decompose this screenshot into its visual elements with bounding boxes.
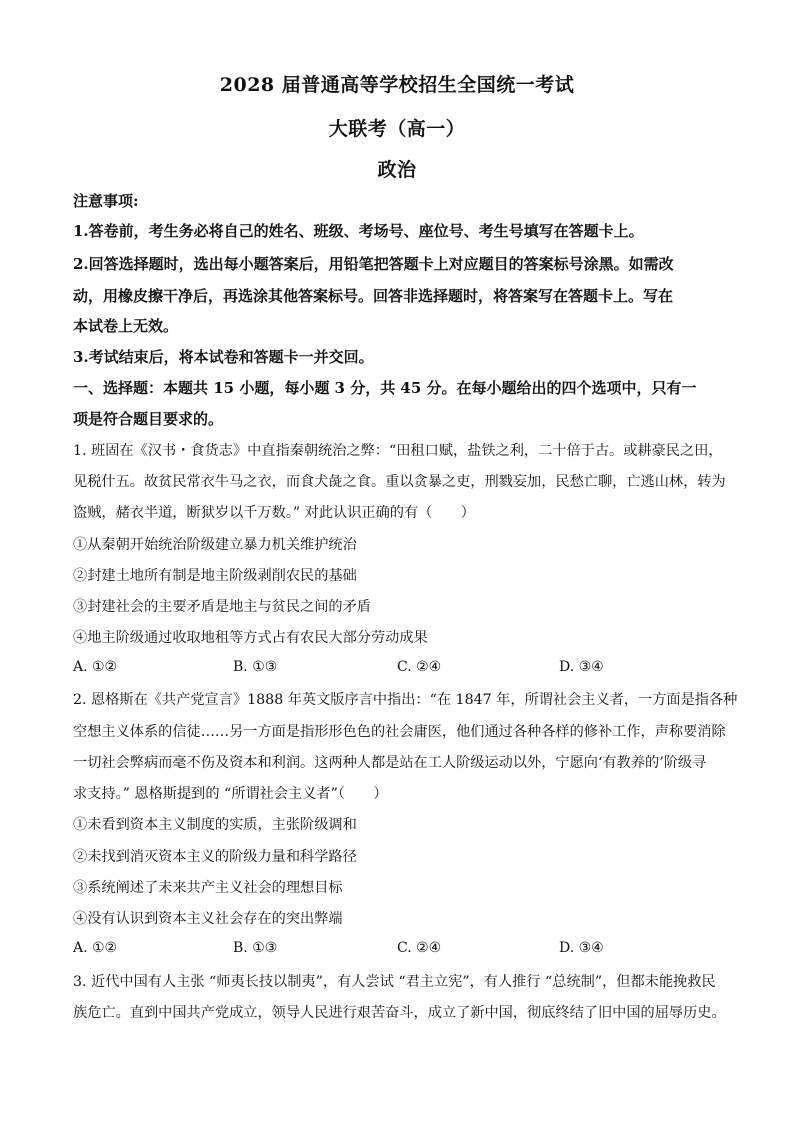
notice-item-3: 3.考试结束后，将本试卷和答题卡一并交回。 (73, 348, 374, 366)
q2-statement-2: ②未找到消灭资本主义的阶级力量和科学路径 (73, 849, 357, 865)
q1-stem-line-3: 盗贼，赭衣半道，断狱岁以千万数。” 对此认识正确的有（ ） (73, 505, 475, 521)
q2-stem-line-4: 求支持。” 恩格斯提到的 “所谓社会主义者”（ ） (73, 786, 388, 802)
exam-title: 2028 届普通高等学校招生全国统一考试 (219, 74, 575, 96)
q2-statement-4: ④没有认识到资本主义社会存在的突出弊端 (73, 911, 343, 927)
q1-statement-2: ②封建土地所有制是地主阶级剥削农民的基础 (73, 568, 357, 584)
q1-stem-line-2: 见税什五。故贫民常衣牛马之衣，而食犬彘之食。重以贪暴之吏，刑戮妄加，民愁亡聊，亡逃山林，转为 (73, 474, 726, 490)
q3-stem-line-2: 族危亡。直到中国共产党成立，领导人民进行艰苦奋斗，成立了新中国，彻底终结了旧中国的屈辱历史。 (73, 1005, 726, 1021)
exam-subject: 政治 (377, 159, 417, 181)
q1-option-b[interactable]: B. ①③ (233, 659, 278, 675)
q1-option-d[interactable]: D. ③④ (559, 659, 604, 675)
q2-statement-3: ③系统阐述了未来共产主义社会的理想目标 (73, 880, 343, 896)
q1-statement-3: ③封建社会的主要矛盾是地主与贫民之间的矛盾 (73, 599, 371, 615)
q1-statement-4: ④地主阶级通过收取地租等方式占有农民大部分劳动成果 (73, 630, 428, 646)
section-heading-line-1: 一、选择题：本题共 15 小题，每小题 3 分，共 45 分。在每小题给出的四个选项中，只有一 (73, 379, 697, 397)
q2-option-d[interactable]: D. ③④ (559, 940, 604, 956)
q2-stem-line-2: 空想主义体系的信徒……另一方面是指形形色色的社会庸医，他们通过各种各样的修补工作，声称要消除 (73, 724, 726, 740)
q2-option-a[interactable]: A. ①② (73, 940, 118, 956)
q1-option-c[interactable]: C. ②④ (397, 659, 442, 675)
q2-statement-1: ①未看到资本主义制度的实质，主张阶级调和 (73, 817, 357, 833)
q1-stem-line-1: 1. 班固在《汉书・食货志》中直指秦朝统治之弊：“田租口赋，盐铁之利，二十倍于古。或耕豪民之田， (73, 443, 723, 459)
q1-statement-1: ①从秦朝开始统治阶级建立暴力机关维护统治 (73, 537, 357, 553)
notice-item-2-line-1: 2.回答选择题时，选出每小题答案后，用铅笔把答题卡上对应题目的答案标号涂黑。如需改 (73, 255, 674, 273)
q2-stem-line-3: 一切社会弊病而毫不伤及资本和利润。这两种人都是站在工人阶级运动以外，宁愿向‘有教养的’阶级寻 (73, 755, 707, 771)
q1-options (73, 659, 723, 679)
notice-item-2-line-2: 动，用橡皮擦干净后，再选涂其他答案标号。回答非选择题时，将答案写在答题卡上。写在 (73, 287, 674, 305)
q3-stem-line-1: 3. 近代中国有人主张 “师夷长技以制夷”，有人尝试 “君主立宪”，有人推行 “总统制”，但都未能挽救民 (73, 974, 716, 990)
q1-option-a[interactable]: A. ①② (73, 659, 118, 675)
exam-subtitle: 大联考（高一） (328, 118, 466, 140)
section-heading-line-2: 项是符合题目要求的。 (73, 410, 224, 428)
q2-option-b[interactable]: B. ①③ (233, 940, 278, 956)
notice-item-1: 1.答卷前，考生务必将自己的姓名、班级、考场号、座位号、考生号填写在答题卡上。 (73, 222, 644, 240)
notice-heading: 注意事项: (73, 192, 139, 210)
q2-stem-line-1: 2. 恩格斯在《共产党宣言》1888 年英文版序言中指出：“在 1847 年，所谓社会主义者，一方面是指各种 (73, 692, 738, 708)
q2-options (73, 940, 723, 960)
q2-option-c[interactable]: C. ②④ (397, 940, 442, 956)
notice-item-2-line-3: 本试卷上无效。 (73, 317, 179, 335)
